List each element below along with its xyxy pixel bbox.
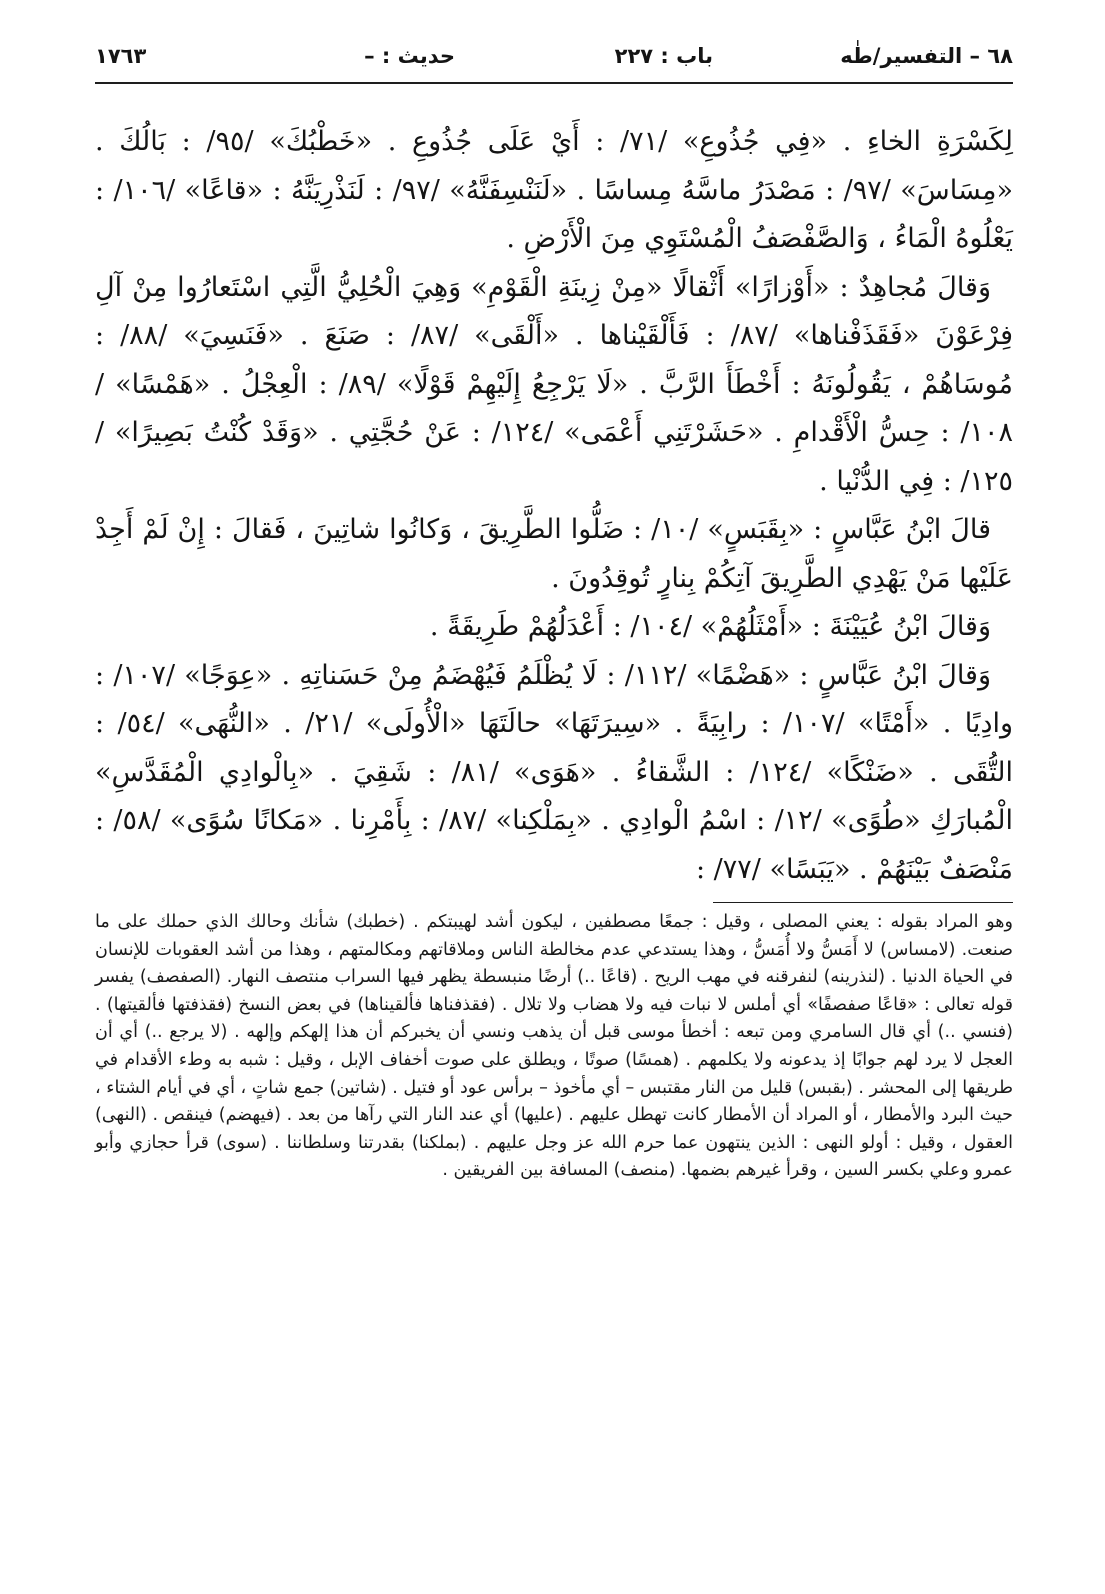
footnote-divider bbox=[713, 902, 1013, 903]
paragraph: وَقالَ مُجاهِدٌ : «أَوْزارًا» أَثْقالًا «مِنْ زِينَةِ الْقَوْمِ» وَهِيَ الْحُلِيُّ الَّتِي اسْتَعارُوا مِنْ آلِ فِرْعَوْنَ «فَقَذَفْناها» /٨٧/ : فَأَلْقَيْناها . «أَلْقَى» /٨٧/ : صَنَعَ . «فَنَسِيَ» /٨٨/ : مُوسَاهُمْ ، يَقُولُونَهُ : أَخْطَأَ الرَّبَّ . «لَا يَرْجِعُ إِلَيْهِمْ قَوْلًا» /٨٩/ : الْعِجْلُ . «هَمْسًا» /١٠٨/ : حِسُّ الْأَقْدامِ . «حَشَرْتَنِي أَعْمَى» /١٢٤/ : عَنْ حُجَّتِي . «وَقَدْ كُنْتُ بَصِيرًا» /١٢٥/ : فِي الدُّنْيا . bbox=[95, 271, 1014, 497]
footnotes bbox=[95, 909, 1013, 1185]
running-header bbox=[95, 40, 1013, 84]
section-title: ٦٨ – التفسير/طٰه bbox=[840, 44, 1013, 68]
chapter-number: باب : ٢٢٧ bbox=[614, 44, 713, 68]
paragraph: وَقالَ ابْنُ عُيَيْنَةَ : «أَمْثَلُهُمْ» /١٠٤/ : أَعْدَلُهُمْ طَرِيقَةً . bbox=[429, 611, 991, 642]
paragraph: لِكَسْرَةِ الخاءِ . «فِي جُذُوعِ» /٧١/ : أَيْ عَلَى جُذُوعِ . «خَطْبُكَ» /٩٥/ : بَالُكَ . «مِسَاسَ» /٩٧/ : مَصْدَرُ ماسَّهُ مِساسًا . «لَنَنْسِفَنَّهُ» /٩٧/ : لَنَذْرِيَنَّهُ : «قاعًا» /١٠٦/ : يَعْلُوهُ الْمَاءُ ، وَالصَّفْصَفُ الْمُسْتَوِي مِنَ الْأَرْضِ . bbox=[95, 126, 1014, 254]
paragraph: قالَ ابْنُ عَبَّاسٍ : «بِقَبَسٍ» /١٠/ : ضَلُّوا الطَّرِيقَ ، وَكانُوا شاتِينَ ، فَقالَ : إِنْ لَمْ أَجِدْ عَلَيْها مَنْ يَهْدِي الطَّرِيقَ آتِكُمْ بِنارٍ تُوقِدُونَ . bbox=[95, 514, 1013, 594]
hadith-number: حديث : – bbox=[364, 44, 455, 68]
book-page bbox=[95, 40, 1013, 1560]
paragraph: وَقالَ ابْنُ عَبَّاسٍ : «هَضْمًا» /١١٢/ : لَا يُظْلَمُ فَيُهْضَمُ مِنْ حَسَناتِهِ . «عِوَجًا» /١٠٧/ : وادِيًا . «أَمْتًا» /١٠٧/ : رابِيَةً . «سِيرَتَهَا» حالَتَهَا «الْأُولَى» /٢١/ . «النُّهَى» /٥٤/ : التُّقَى . «ضَنْكًا» /١٢٤/ : الشَّقاءُ . «هَوَى» /٨١/ : شَقِيَ . «بِالْوادِي الْمُقَدَّسِ» الْمُبارَكِ «طُوًى» /١٢/ : اسْمُ الْوادِي . «بِمَلْكِنا» /٨٧/ : بِأَمْرِنا . «مَكانًا سُوًى» /٥٨/ : مَنْصَفٌ بَيْنَهُمْ . «يَبَسًا» /٧٧/ : bbox=[95, 659, 1014, 885]
footnote-text: وهو المراد بقوله : يعني المصلى ، وقيل : جمعًا مصطفين ، ليكون أشد لهيبتكم . (خطبك) شأنك وحالك الذي حملك على ما صنعت. (لامساس) لا أَمَسُّ ولا أُمَسُّ ، وهذا يستدعي عدم مخالطة الناس وملاقاتهم ومكالمتهم ، وهذا من أشد العقوبات للإنسان في الحياة الدنيا . (لنذرينه) لنفرقنه في مهب الريح . (قاعًا ..) أرضًا منبسطة يظهر فيها السراب منتصف النهار. (الصفصف) يفسر قوله تعالى : «قاعًا صفصفًا» أي أملس لا نبات فيه ولا هضاب ولا تلال . (فقذفناها فألقيناها) في بعض النسخ (فقذفتها فألقيتها) . (فنسي ..) أي قال السامري ومن تبعه : أخطأ موسى قبل أن يذهب ونسي أن يخبركم أن هذا إلهكم وإلهه . (لا يرجع ..) أي أن العجل لا يرد لهم جوابًا إذ يدعونه ولا يكلمهم . (همسًا) صوتًا ، ويطلق على صوت أخفاف الإبل ، وقيل : شبه به وطء الأقدام في طريقها إلى المحشر . (بقبس) قليل من النار مقتبس – أي مأخوذ – برأس عود أو فتيل . (شاتين) جمع شاتٍ ، أي في أيام الشتاء ، حيث البرد والأمطار ، أو المراد أن الأمطار كانت تهطل عليهم . (عليها) أي عند النار التي رآها من بعد . (فيهضم) فينقص . (النهى) العقول ، وقيل : أولو النهى : الذين ينتهون عما حرم الله عز وجل عليهم . (بملكنا) بقدرتنا وسلطاننا . (سوى) قرأ حجازي وأبو عمرو وعلي بكسر السين ، وقرأ غيرهم بضمها. (منصف) المسافة بين الفريقين . bbox=[95, 912, 1013, 1181]
main-text bbox=[95, 118, 1013, 894]
page-number: ١٧٦٣ bbox=[95, 44, 147, 68]
